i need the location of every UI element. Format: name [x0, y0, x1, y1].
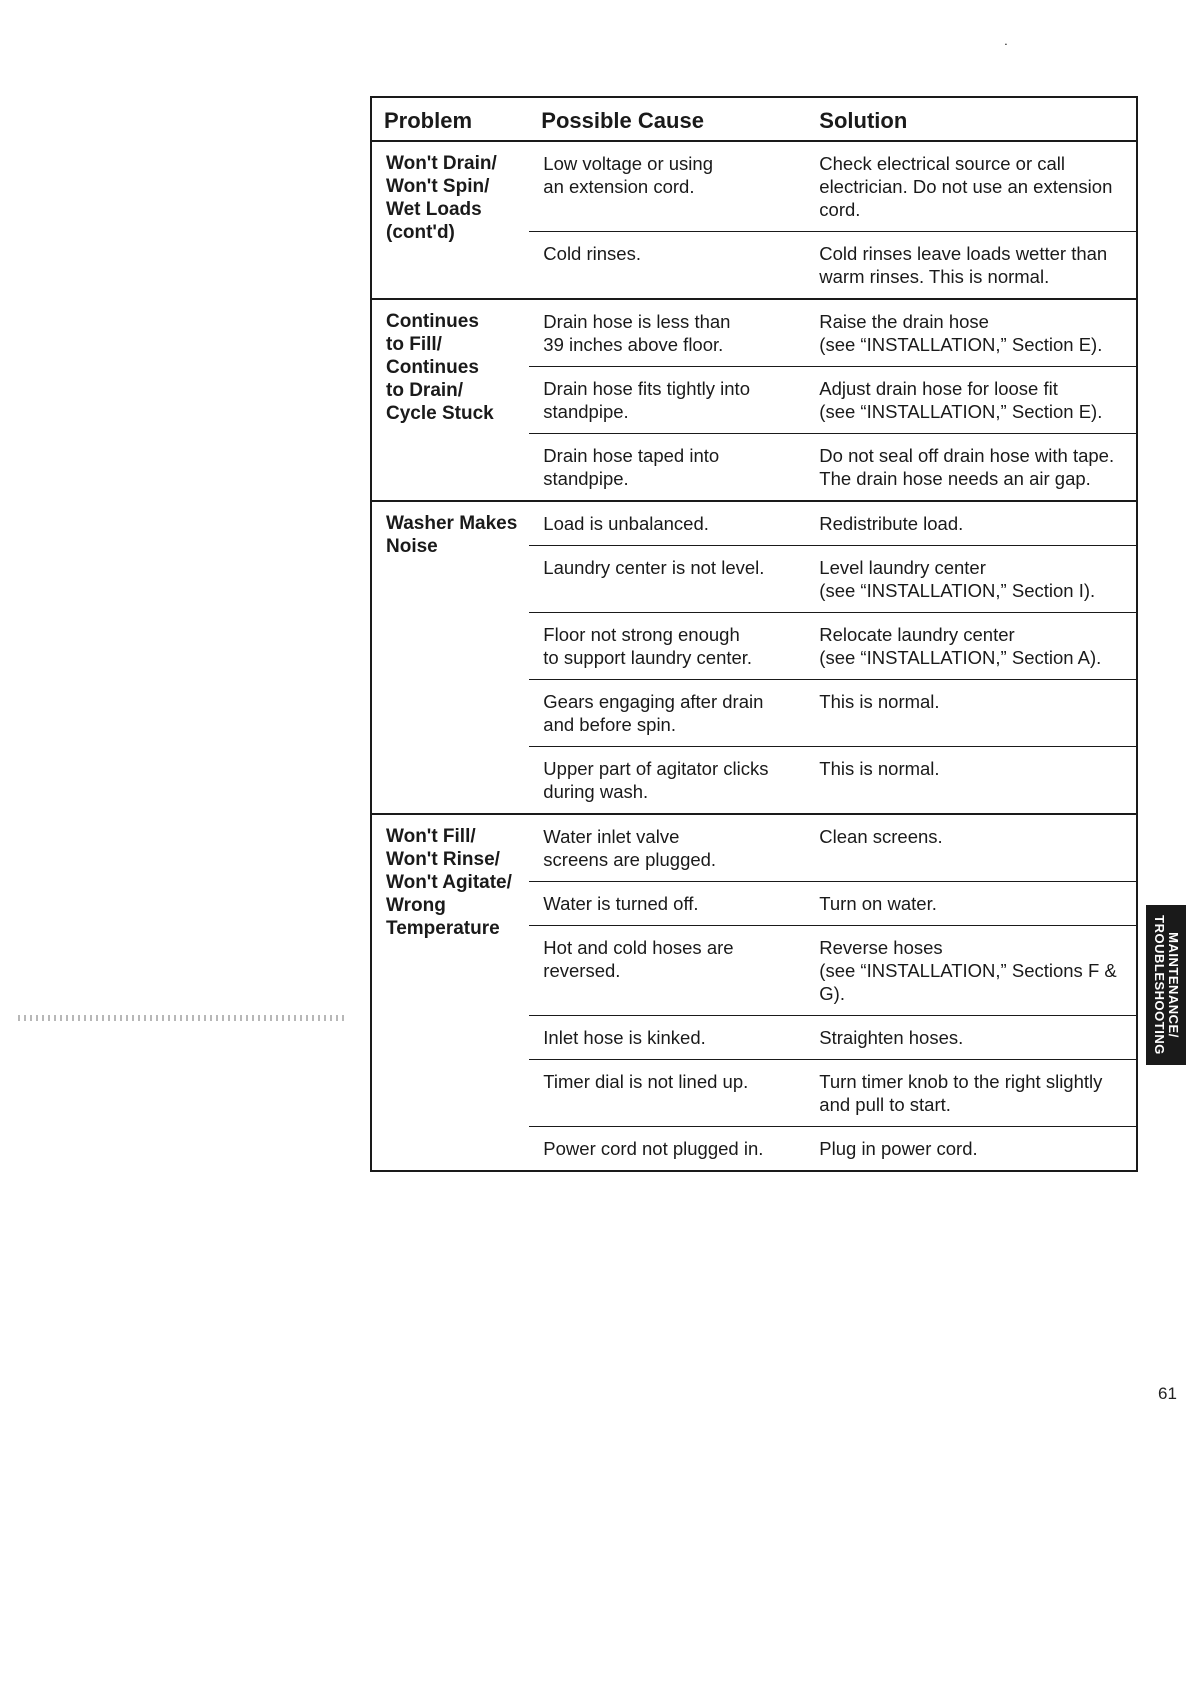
solution-cell: Adjust drain hose for loose fit (see “INSTALLATION,” Section E). — [807, 367, 1137, 434]
table-row — [371, 299, 1137, 367]
cause-cell: Power cord not plugged in. — [529, 1127, 807, 1172]
solution-cell: Plug in power cord. — [807, 1127, 1137, 1172]
section-tab-label: MAINTENANCE/ TROUBLESHOOTING — [1152, 915, 1181, 1055]
solution-cell: Raise the drain hose (see “INSTALLATION,” Section E). — [807, 299, 1137, 367]
cause-cell: Drain hose fits tightly into standpipe. — [529, 367, 807, 434]
cause-cell: Cold rinses. — [529, 232, 807, 300]
header-problem: Problem — [371, 97, 529, 141]
cause-cell: Gears engaging after drain and before spin. — [529, 680, 807, 747]
problem-cell: Continues to Fill/ Continues to Drain/ Cycle Stuck — [371, 299, 529, 501]
troubleshooting-table — [370, 96, 1138, 1172]
table-row — [371, 141, 1137, 232]
solution-cell: Clean screens. — [807, 814, 1137, 882]
cause-cell: Water inlet valve screens are plugged. — [529, 814, 807, 882]
cause-cell: Water is turned off. — [529, 882, 807, 926]
problem-cell: Won't Drain/ Won't Spin/ Wet Loads (cont'd) — [371, 141, 529, 299]
solution-cell: Turn timer knob to the right slightly and pull to start. — [807, 1060, 1137, 1127]
cause-cell: Drain hose taped into standpipe. — [529, 434, 807, 502]
scan-artifact: ˙ — [1004, 42, 1010, 59]
solution-cell: Redistribute load. — [807, 501, 1137, 546]
solution-cell: Turn on water. — [807, 882, 1137, 926]
solution-cell: Cold rinses leave loads wetter than warm rinses. This is normal. — [807, 232, 1137, 300]
scan-noise — [18, 1015, 348, 1021]
cause-cell: Low voltage or using an extension cord. — [529, 141, 807, 232]
solution-cell: This is normal. — [807, 747, 1137, 815]
table-row — [371, 501, 1137, 546]
table-header-row — [371, 97, 1137, 141]
table-row — [371, 814, 1137, 882]
solution-cell: Straighten hoses. — [807, 1016, 1137, 1060]
problem-cell: Washer Makes Noise — [371, 501, 529, 814]
page-number: 61 — [1158, 1384, 1177, 1403]
cause-cell: Load is unbalanced. — [529, 501, 807, 546]
header-solution: Solution — [807, 97, 1137, 141]
solution-cell: This is normal. — [807, 680, 1137, 747]
cause-cell: Timer dial is not lined up. — [529, 1060, 807, 1127]
solution-cell: Level laundry center (see “INSTALLATION,” Section I). — [807, 546, 1137, 613]
cause-cell: Laundry center is not level. — [529, 546, 807, 613]
cause-cell: Upper part of agitator clicks during wash. — [529, 747, 807, 815]
cause-cell: Hot and cold hoses are reversed. — [529, 926, 807, 1016]
table-body — [371, 141, 1137, 1171]
solution-cell: Check electrical source or call electrician. Do not use an extension cord. — [807, 141, 1137, 232]
cause-cell: Floor not strong enough to support laundry center. — [529, 613, 807, 680]
cause-cell: Drain hose is less than 39 inches above floor. — [529, 299, 807, 367]
cause-cell: Inlet hose is kinked. — [529, 1016, 807, 1060]
header-possible-cause: Possible Cause — [529, 97, 807, 141]
problem-cell: Won't Fill/ Won't Rinse/ Won't Agitate/ Wrong Temperature — [371, 814, 529, 1171]
solution-cell: Relocate laundry center (see “INSTALLATION,” Section A). — [807, 613, 1137, 680]
solution-cell: Reverse hoses (see “INSTALLATION,” Sections F & G). — [807, 926, 1137, 1016]
section-tab — [1146, 905, 1186, 1065]
solution-cell: Do not seal off drain hose with tape. The drain hose needs an air gap. — [807, 434, 1137, 502]
